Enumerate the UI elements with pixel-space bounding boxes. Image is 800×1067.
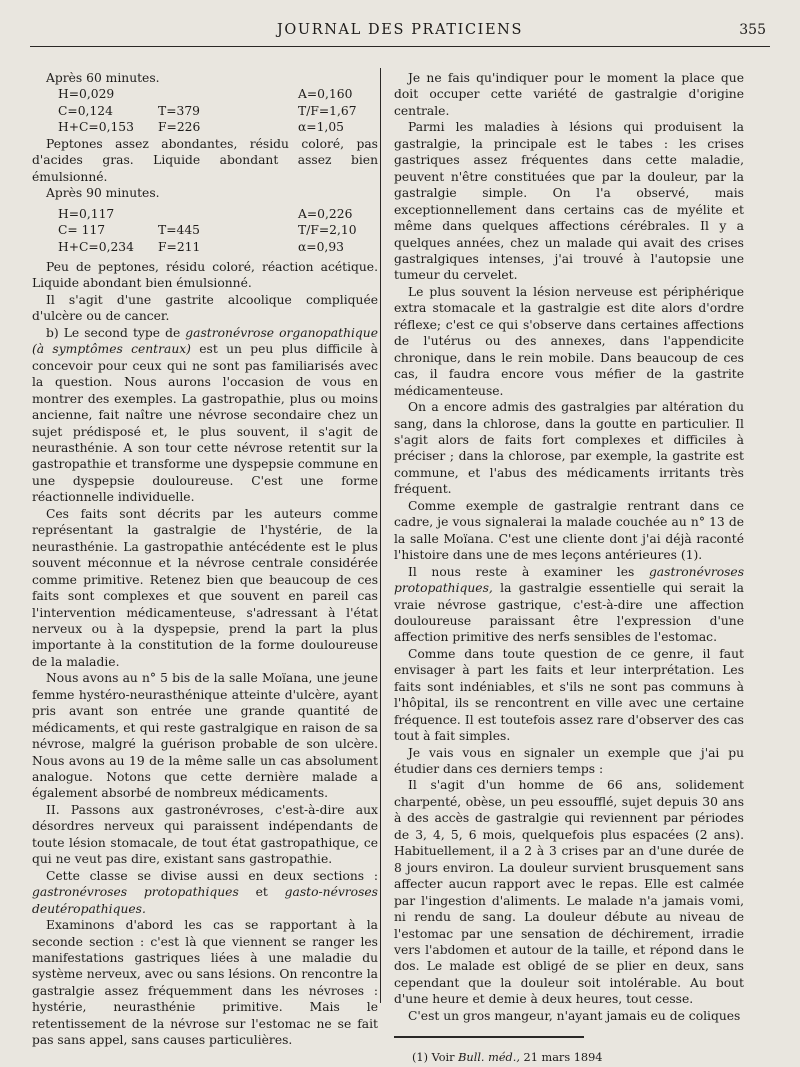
- table-cell: A=0,160: [298, 87, 353, 102]
- table-cell: C= 117: [58, 223, 106, 238]
- page-number: 355: [739, 22, 766, 38]
- paragraph: Ces faits sont décrits par les auteurs comme représentant la gastralgie de l'hystérie, de la neurasthénie. La gastropathie antécédente est le plus souvent méconnue et la névrose centrale considérée comme primitive. Retenez bien que beaucoup de ces faits sont complexes et que souvent en pareil cas l'intervention médicamenteuse, s'adressant à l'état nerveux ou à la dyspepsie, prend la part la plus importante à la constitution de la forme douloureuse de la maladie.: [32, 506, 378, 669]
- table-cell: α=1,05: [298, 120, 344, 135]
- paragraph: II. Passons aux gastronévroses, c'est-à-dire aux désordres nerveux qui paraissent indépendants de toute lésion stomacale, de tout état gastropathique, ce qui ne veut pas dire, existant sans gastropathie.: [32, 802, 378, 867]
- table-cell: T/F=2,10: [298, 223, 357, 238]
- paragraph: Peptones assez abondantes, résidu coloré, pas d'acides gras. Liquide abondant assez bien émulsionné.: [32, 136, 378, 184]
- left-column: [32, 70, 378, 1049]
- paragraph: Je vais vous en signaler un exemple que j'ai pu étudier dans ces derniers temps :: [394, 745, 744, 777]
- paragraph: Examinons d'abord les cas se rapportant à la seconde section : c'est là que viennent se ranger les manifestations gastriques liées à une maladie du système nerveux, avec ou sans lésions. On rencontre la gastralgie assez fréquemment dans les névroses : hystérie, neurasthénie primitive. Mais le retentissement de la névrose sur l'estomac ne se fait pas sans appel, sans causes particulières.: [32, 918, 378, 1048]
- emphasis-term: gastronévrose organopathique (à symptômes centraux): [32, 325, 378, 357]
- paragraph: Il nous reste à examiner les gastronévroses protopathiques, la gastralgie essentielle qui serait la vraie névrose gastrique, c'est-à-dire une affection douloureuse paraissant être l'expression d'une affection primitive des nerfs sensibles de l'estomac.: [394, 564, 744, 645]
- emphasis-term: gastronévroses protopathiques,: [394, 564, 744, 596]
- measurement-heading-60: Après 60 minutes.: [46, 71, 160, 85]
- table-cell: H=0,029: [58, 87, 115, 102]
- column-divider: [380, 68, 381, 1003]
- paragraph: Le plus souvent la lésion nerveuse est périphérique extra stomacale et la gastralgie est dite alors d'ordre réflexe; c'est ce qui s'observe dans certaines affections de l'utérus ou des annexes, dans l'appendicite chronique, dans le rein mobile. Dans beaucoup de ces cas, il faudra encore vous méfier de la gastrite médicamenteuse.: [394, 284, 744, 398]
- measurement-table-90: [32, 206, 378, 255]
- table-cell: T=445: [158, 223, 200, 238]
- footnote: (1) Voir Bull. méd., 21 mars 1894: [412, 1051, 603, 1065]
- paragraph: Je ne fais qu'indiquer pour le moment la place que doit occuper cette variété de gastralgie d'origine centrale.: [394, 71, 744, 118]
- paragraph: C'est un gros mangeur, n'ayant jamais eu de coliques: [408, 1008, 741, 1023]
- right-column: [394, 70, 744, 1067]
- table-cell: A=0,226: [298, 206, 353, 221]
- table-cell: F=226: [158, 120, 201, 135]
- paragraph: Parmi les maladies à lésions qui produisent la gastralgie, la principale est le tabes : les crises gastriques assez fréquentes dans cette maladie, peuvent n'être constituées que par la douleur, par la gastralgie simple. On l'a observé, mais exceptionnellement dans certains cas de myélite et même dans quelques affections cérébrales. Il y a quelques années, chez un malade qui avait des crises gastralgiques intenses, j'ai trouvé à l'autopsie une tumeur du cervelet.: [394, 120, 744, 283]
- table-cell: F=211: [158, 239, 201, 254]
- measurement-table-60: [32, 86, 378, 135]
- table-cell: α=0,93: [298, 239, 344, 254]
- table-cell: H+C=0,234: [58, 239, 134, 254]
- table-cell: C=0,124: [58, 103, 113, 118]
- table-cell: T/F=1,67: [298, 103, 357, 118]
- table-cell: H+C=0,153: [58, 120, 134, 135]
- table-cell: H=0,117: [58, 206, 115, 221]
- paragraph: Peu de peptones, résidu coloré, réaction acétique. Liquide abondant bien émulsionné.: [32, 259, 378, 291]
- paragraph: Comme exemple de gastralgie rentrant dans ce cadre, je vous signalerai la malade couchée au n° 13 de la salle Moïana. C'est une cliente dont j'ai déjà raconté l'histoire dans une de mes leçons antérieures (1).: [394, 498, 744, 563]
- emphasis-term: gasto-névroses deutéropathiques.: [32, 885, 378, 916]
- measurement-heading-90: Après 90 minutes.: [46, 186, 160, 201]
- paragraph: Comme dans toute question de ce genre, il faut envisager à part les faits et leur interprétation. Les faits sont indéniables, et s'ils ne sont pas communs à l'hôpital, ils se rencontrent en ville avec une certaine fréquence. Il est toutefois assez rare d'observer des cas tout à fait simples.: [394, 646, 744, 744]
- running-header: [30, 18, 770, 47]
- table-cell: [158, 206, 268, 222]
- journal-title: JOURNAL DES PRATICIENS: [277, 22, 523, 38]
- paragraph: Nous avons au n° 5 bis de la salle Moïana, une jeune femme hystéro-neurasthénique atteinte d'ulcère, ayant pris avant son entrée une grande quantité de médicaments, et qui reste gastralgique en raison de sa névrose, malgré la guérison probable de son ulcère. Nous avons au 19 de la même salle un cas absolument analogue. Notons que cette dernière malade a également absorbé de nombreux médicaments.: [32, 671, 378, 801]
- paragraph: Il s'agit d'un homme de 66 ans, solidement charpenté, obèse, un peu essoufflé, sujet depuis 30 ans à des accès de gastralgie qui reviennent par périodes de 3, 4, 5, 6 mois, quelquefois plus espacées (2 ans). Habituellement, il a 2 à 3 crises par an d'une durée de 8 jours environ. La douleur survient brusquement sans affecter aucun rapport avec le repas. Elle est calmée par l'ingestion d'aliments. Le malade n'a jamais vomi, ni rendu de sang. La douleur débute au niveau de l'estomac par une sensation de déchirement, irradie vers l'abdomen et autour de la taille, et répond dans le dos. Le malade est obligé de se plier en deux, sans cependant que la douleur soit intolérable. Au bout d'une heure et demie à deux heures, tout cesse.: [394, 778, 744, 1007]
- paragraph: Cette classe se divise aussi en deux sections : gastronévroses protopathiques et gasto-névroses deutéropathiques.: [32, 868, 378, 916]
- paragraph: Il s'agit d'une gastrite alcoolique compliquée d'ulcère ou de cancer.: [32, 292, 378, 324]
- citation-title: Bull. méd.,: [458, 1051, 520, 1065]
- paragraph: b) Le second type de gastronévrose organopathique (à symptômes centraux) est un peu plus difficile à concevoir pour ceux qui ne sont pas familiarisés avec la question. Nous aurons l'occasion de vous en montrer des exemples. La gastropathie, plus ou moins ancienne, fait naître une névrose secondaire chez un sujet prédisposé et, le plus souvent, il s'agit de neurasthénie. A son tour cette névrose retentit sur la gastropathie et transforme une dyspepsie commune en une dyspepsie douloureuse. C'est une forme réactionnelle individuelle.: [32, 325, 379, 505]
- table-cell: T=379: [158, 103, 200, 118]
- footnote-rule: [394, 1036, 584, 1038]
- paragraph: On a encore admis des gastralgies par altération du sang, dans la chlorose, dans la goutte en particulier. Il s'agit alors de faits fort complexes et difficiles à préciser ; dans la chlorose, par exemple, la gastrite est commune, et l'abus des médicaments irritants très fréquent.: [394, 400, 744, 497]
- emphasis-term: gastronévroses protopathiques: [32, 885, 239, 900]
- table-cell: [158, 86, 268, 102]
